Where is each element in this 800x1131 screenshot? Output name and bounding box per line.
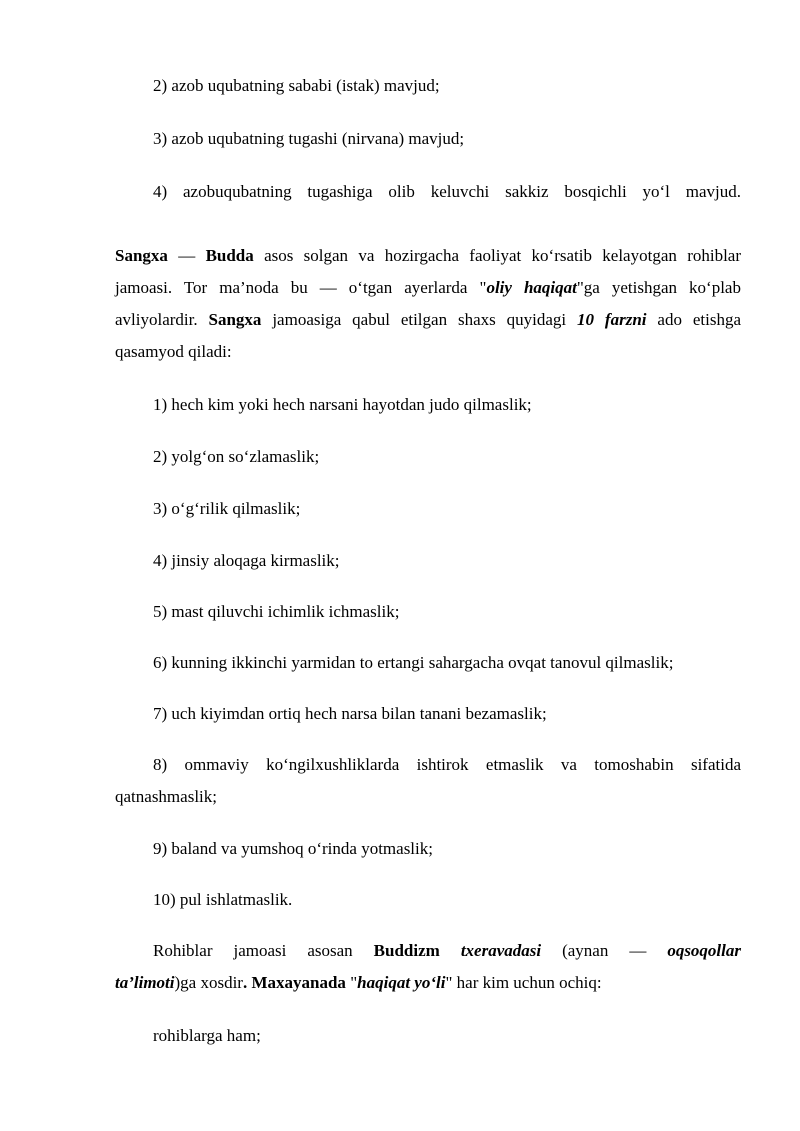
vow-item-8-line-1: 8) ommaviy ko‘ngilxushliklarda ishtirok etmaslik va tomoshabin sifatida	[153, 755, 741, 774]
vow-item-5: 5) mast qiluvchi ichimlik ichmaslik;	[153, 602, 400, 621]
vow-item-9: 9) baland va yumshoq o‘rinda yotmaslik;	[153, 839, 433, 858]
rohiblar-paragraph-line-1: Rohiblar jamoasi asosan Buddizm txeravadasi (aynan — oqsoqollar	[153, 941, 741, 960]
list-item-3: 3) azob uqubatning tugashi (nirvana) mavjud;	[153, 129, 465, 148]
term-sangxa: Sangxa	[115, 246, 168, 265]
sangxa-paragraph-line-2: jamoasi. Tor ma’noda bu — o‘tgan ayerlarda "oliy haqiqat"ga yetishgan ko‘plab	[115, 278, 741, 297]
list-item-4: 4) azobuqubatning tugashiga olib keluvchi sakkiz bosqichli yo‘l mavjud.	[153, 182, 741, 201]
term-buddizm: Buddizm	[373, 941, 440, 960]
rohiblar-paragraph-line-2: ta’limoti)ga xosdir. Maxayanada "haqiqat yo‘li" har kim uchun ochiq:	[115, 973, 602, 992]
term-budda: Budda	[205, 246, 254, 265]
vow-item-3: 3) o‘g‘rilik qilmaslik;	[153, 499, 301, 518]
term-10-farzni: 10 farzni	[577, 310, 647, 329]
sangxa-paragraph-line-1: Sangxa — Budda asos solgan va hozirgacha faoliyat ko‘rsatib kelayotgan rohiblar	[115, 246, 742, 265]
rohiblarga-line: rohiblarga ham;	[153, 1026, 261, 1045]
vow-item-6: 6) kunning ikkinchi yarmidan to ertangi sahargacha ovqat tanovul qilmaslik;	[153, 653, 674, 672]
term-sangxa-2: Sangxa	[208, 310, 262, 329]
sangxa-paragraph-line-3: avliyolardir. Sangxa jamoasiga qabul etilgan shaxs quyidagi 10 farzni ado etishga	[115, 310, 741, 329]
term-haqiqat-yoli: haqiqat yo‘li	[357, 973, 446, 992]
vow-item-1: 1) hech kim yoki hech narsani hayotdan judo qilmaslik;	[153, 395, 532, 414]
term-talimoti: ta’limoti	[115, 973, 175, 992]
vow-item-8-line-2: qatnashmaslik;	[115, 787, 217, 806]
term-maxayanada: . Maxayanada	[242, 973, 346, 992]
term-oqsoqollar: oqsoqollar	[667, 941, 741, 960]
sangxa-paragraph-line-4: qasamyod qiladi:	[115, 342, 232, 361]
list-item-2: 2) azob uqubatning sababi (istak) mavjud;	[153, 76, 440, 95]
term-oliy-haqiqat: oliy haqiqat	[486, 278, 577, 297]
term-txeravadasi: txeravadasi	[460, 941, 542, 960]
vow-item-7: 7) uch kiyimdan ortiq hech narsa bilan tanani bezamaslik;	[153, 704, 547, 723]
vow-item-2: 2) yolg‘on so‘zlamaslik;	[153, 447, 320, 466]
vow-item-4: 4) jinsiy aloqaga kirmaslik;	[153, 551, 340, 570]
vow-item-10: 10) pul ishlatmaslik.	[153, 890, 293, 909]
